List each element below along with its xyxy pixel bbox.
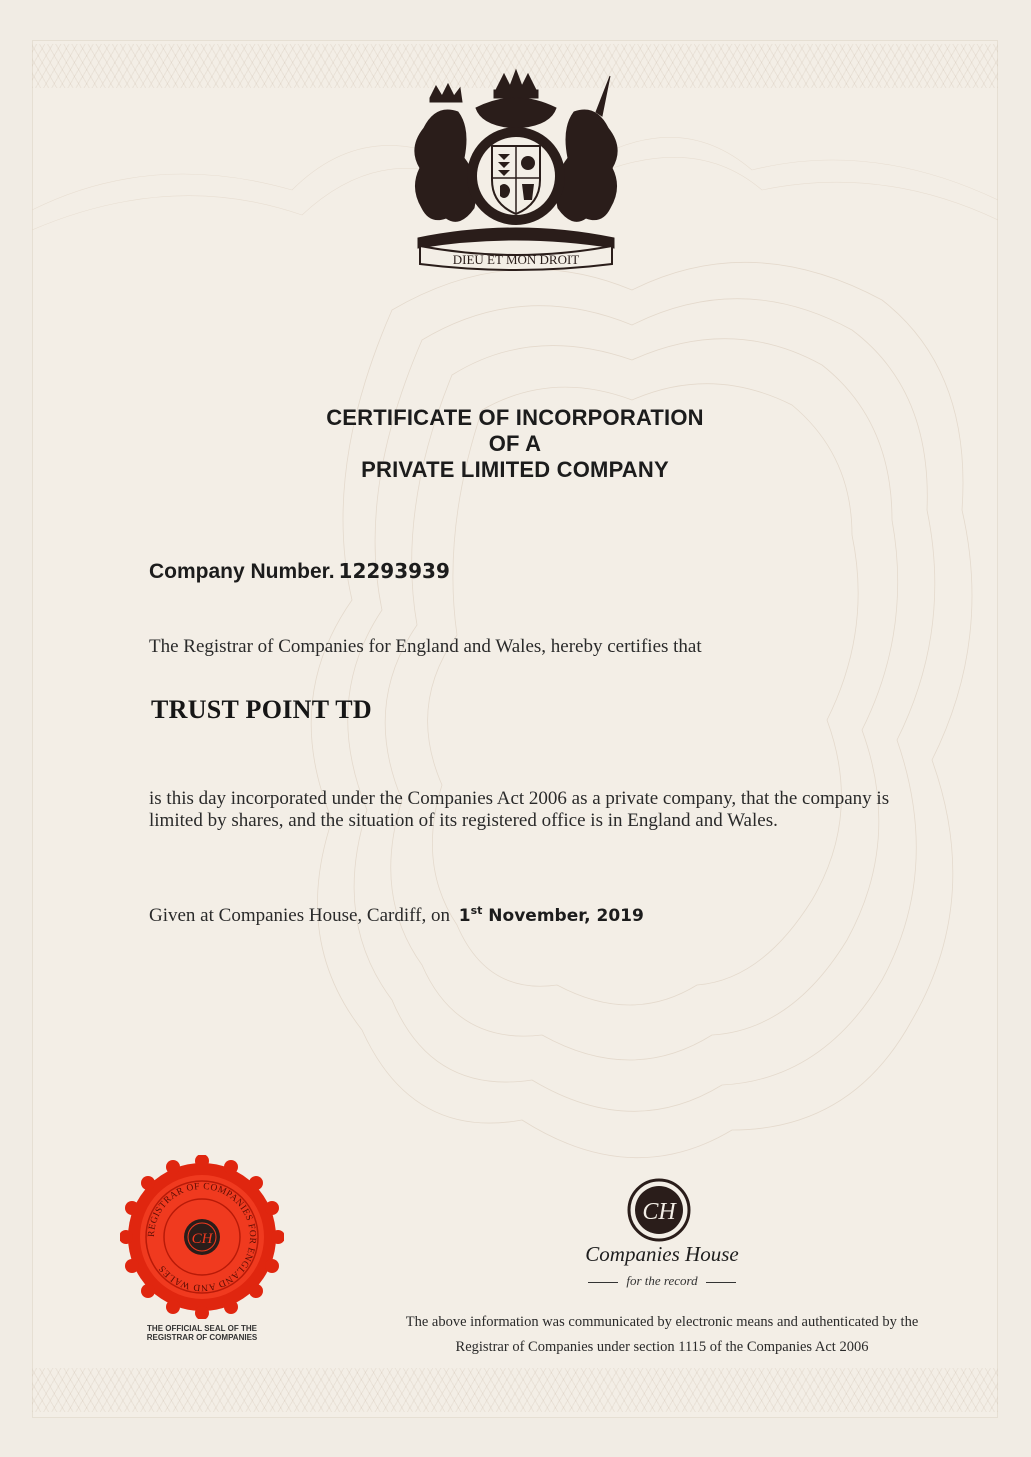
footnote-line-1: The above information was communicated by electronic means and authenticated by the (405, 1314, 919, 1330)
footnote-line-2: Registrar of Companies under section 1115 of the Companies Act 2006 (455, 1339, 869, 1355)
seal-caption (117, 1324, 287, 1342)
date-day-suffix: st (470, 904, 483, 917)
authentication-footnote (342, 1310, 982, 1360)
seal-caption-line-1: THE OFFICIAL SEAL OF THE (147, 1324, 257, 1333)
title-line-1: CERTIFICATE OF INCORPORATION (326, 405, 704, 430)
crest-motto: DIEU ET MON DROIT (452, 252, 580, 267)
company-name: TRUST POINT TD (151, 695, 372, 724)
seal-monogram: CH (191, 1231, 213, 1247)
title-line-3: PRIVATE LIMITED COMPANY (361, 457, 669, 482)
registrar-statement: The Registrar of Companies for England and Wales, hereby certifies that (149, 636, 702, 657)
tagline-rule-left (588, 1282, 618, 1283)
seal-ring-text: REGISTRAR OF COMPANIES FOR ENGLAND AND WALES (146, 1181, 258, 1293)
royal-coat-of-arms-icon (400, 68, 632, 272)
companies-house-name: Companies House (585, 1242, 739, 1266)
decorative-bottom-band (32, 1368, 998, 1412)
incorporation-statement: is this day incorporated under the Companies Act 2006 as a private company, that the company is limited by shares, and the situation of its registered office is in England and Wales. (149, 788, 890, 831)
incorporation-date (459, 906, 644, 926)
tagline-rule-right (706, 1282, 736, 1283)
company-number-label: Company Number. (149, 560, 335, 583)
given-at-statement (149, 904, 644, 927)
certificate-title (32, 405, 998, 483)
given-prefix: Given at Companies House, Cardiff, on (149, 905, 450, 926)
official-seal-icon (120, 1155, 284, 1319)
ch-logo-monogram: CH (642, 1199, 676, 1225)
companies-house-logo-icon (627, 1178, 691, 1242)
title-line-2: OF A (488, 431, 542, 456)
company-number-value: 12293939 (338, 559, 450, 583)
certificate-page (32, 40, 998, 1418)
date-rest: November, 2019 (488, 906, 644, 926)
tagline-text: for the record (626, 1273, 698, 1288)
company-number (149, 559, 450, 584)
seal-caption-line-2: REGISTRAR OF COMPANIES (146, 1333, 258, 1342)
companies-house-tagline (532, 1273, 792, 1289)
date-day: 1 (458, 906, 471, 926)
